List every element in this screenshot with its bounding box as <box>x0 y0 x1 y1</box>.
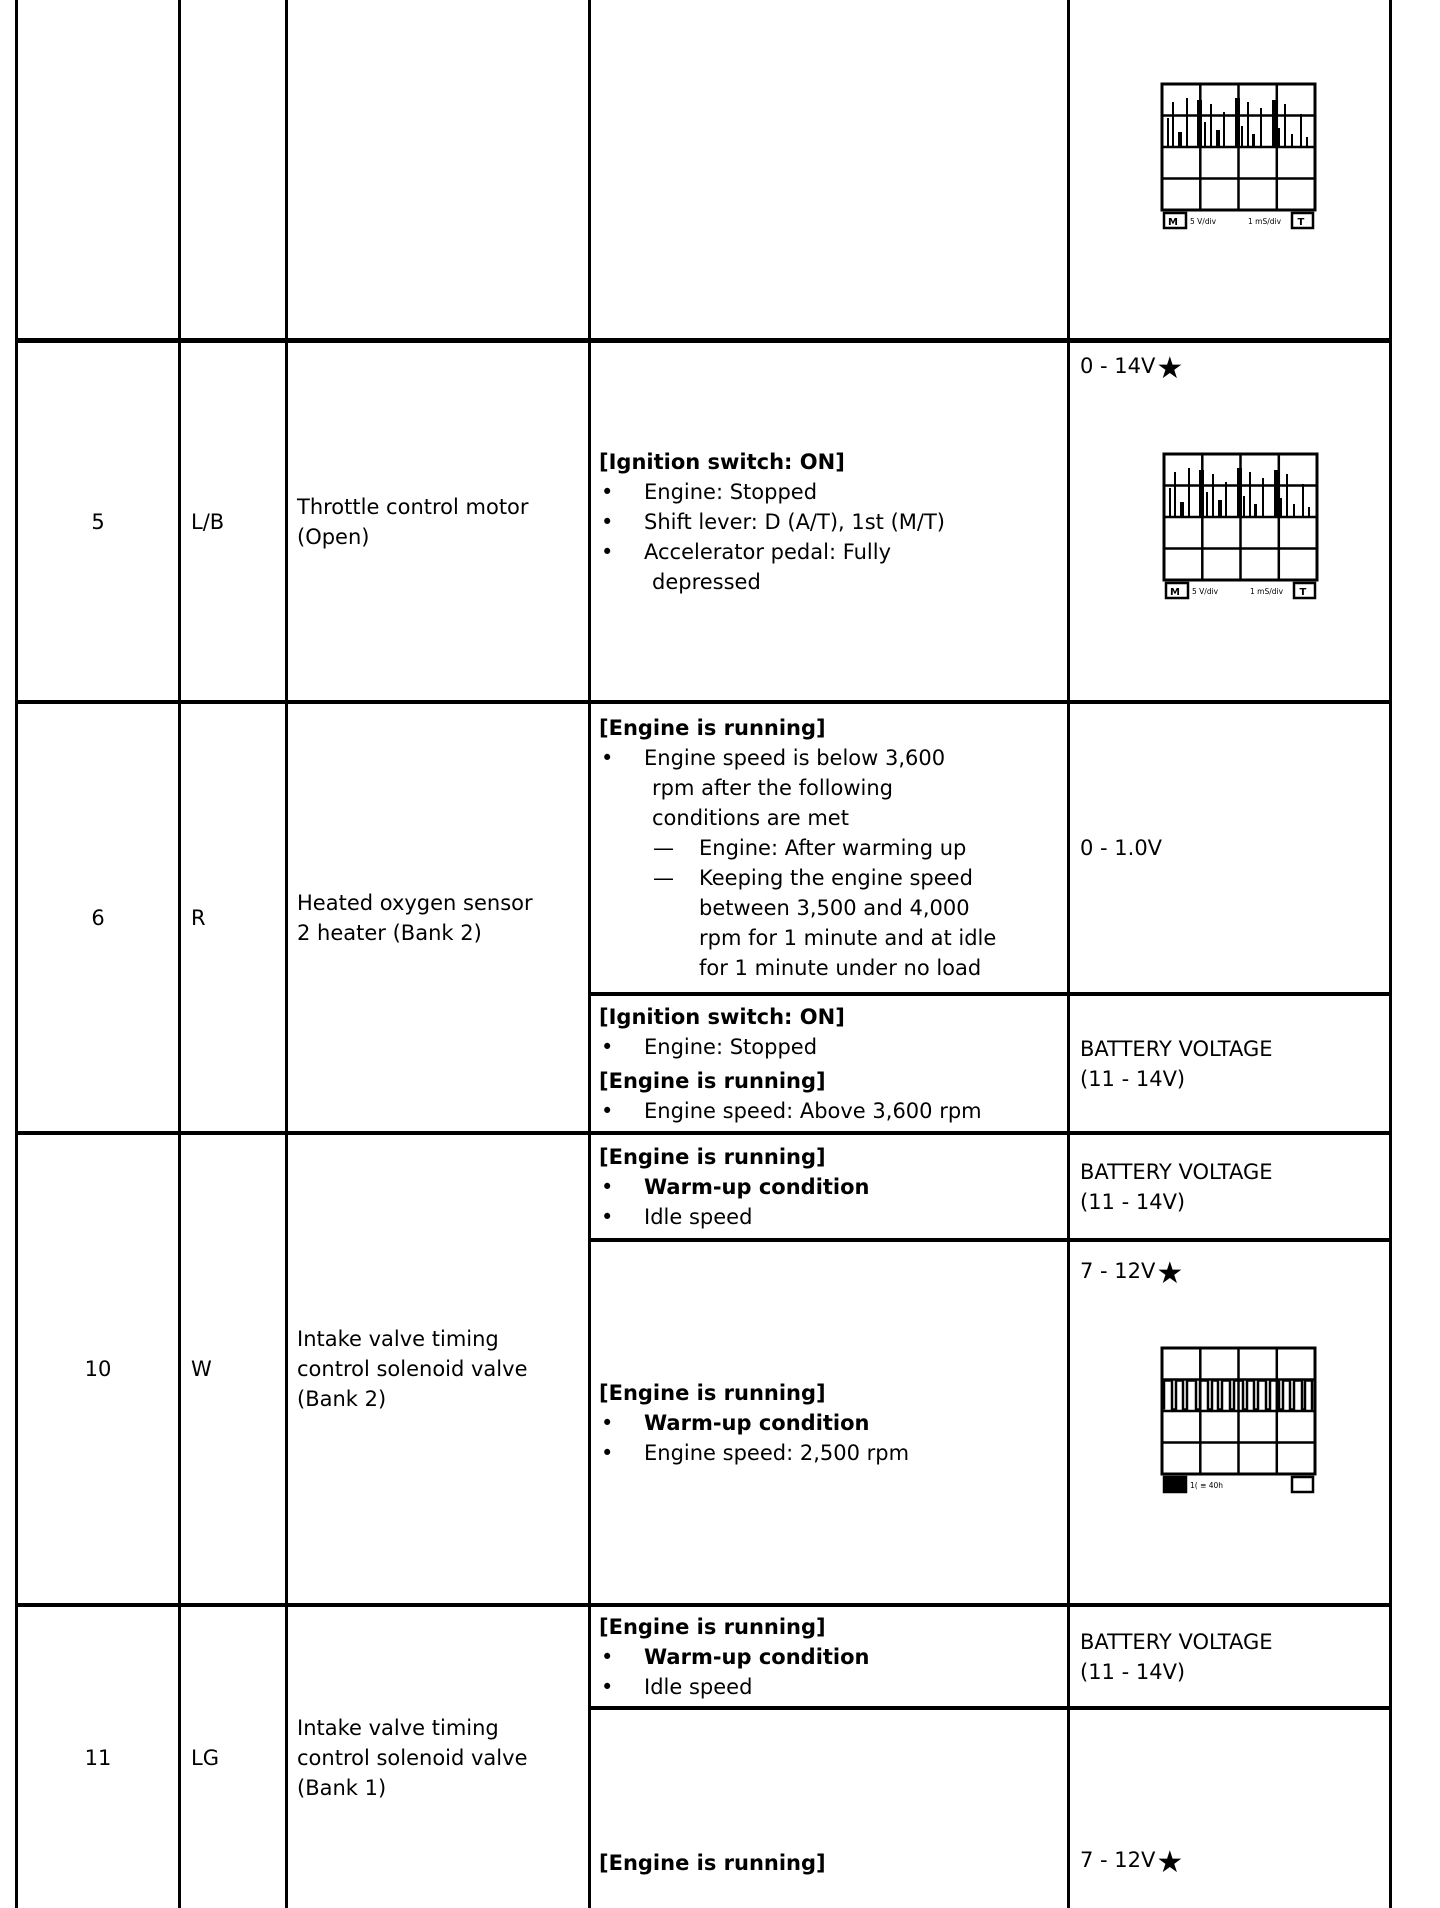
text-line: BATTERY VOLTAGE <box>1080 1036 1273 1061</box>
item-description <box>285 1603 588 1908</box>
svg-text:1 mS/div: 1 mS/div <box>1250 587 1284 596</box>
star-icon: ★ <box>1156 351 1184 386</box>
condition-header: [Engine is running] <box>599 1068 826 1093</box>
svg-text:5 V/div: 5 V/div <box>1190 217 1217 226</box>
value-cell <box>1067 1238 1389 1603</box>
bullet-marker: • <box>601 479 614 504</box>
condition-cell-empty <box>588 0 1067 338</box>
condition-text: Engine speed is below 3,600 rpm after the following conditions are met <box>644 746 946 830</box>
condition-text: Engine speed: 2,500 rpm <box>644 1440 910 1465</box>
condition-bullet-item <box>599 1438 1061 1468</box>
bullet-marker: • <box>601 1674 614 1699</box>
voltage-value <box>1067 1603 1389 1706</box>
condition-text: Warm-up condition <box>644 1644 870 1669</box>
wire-color: R <box>178 700 285 1131</box>
svg-text:M: M <box>1168 217 1178 228</box>
dash-marker: — <box>653 836 674 860</box>
condition-cell <box>588 992 1067 1131</box>
wire-color: W <box>178 1131 285 1603</box>
svg-text:T: T <box>1299 587 1307 598</box>
wire-color: L/B <box>178 338 285 700</box>
condition-header: [Engine is running] <box>599 1851 826 1875</box>
condition-cell <box>588 1131 1067 1238</box>
text-line: Intake valve timing <box>297 1715 499 1740</box>
condition-header: [Engine is running] <box>599 1144 826 1169</box>
star-icon: ★ <box>1156 1845 1184 1880</box>
oscilloscope-waveform <box>1160 1346 1317 1496</box>
terminal-number: 10 <box>18 1131 178 1603</box>
text-line: 2 heater (Bank 2) <box>297 920 482 945</box>
svg-text:M: M <box>1170 587 1180 598</box>
text-line: BATTERY VOLTAGE <box>1080 1159 1273 1184</box>
condition-text: Keeping the engine speed between 3,500 and 4,000 rpm for 1 minute and at idle for 1 minute under no load <box>699 866 997 980</box>
text-line: (Bank 2) <box>297 1387 387 1411</box>
condition-bullet-item <box>599 1032 1061 1062</box>
wire-color: LG <box>178 1603 285 1908</box>
condition-header: [Ignition switch: ON] <box>599 1004 845 1029</box>
dash-marker: — <box>653 866 674 890</box>
item-description <box>285 338 588 700</box>
text-line: BATTERY VOLTAGE <box>1080 1629 1273 1654</box>
text-line: (11 - 14V) <box>1080 1659 1186 1684</box>
text-line: (Bank 1) <box>297 1775 387 1800</box>
condition-text: Engine: Stopped <box>644 479 818 504</box>
condition-header: [Ignition switch: ON] <box>599 449 845 474</box>
condition-bullet-item <box>599 1408 1061 1438</box>
condition-bullet-item <box>599 537 1061 597</box>
text-line: (11 - 14V) <box>1080 1189 1186 1214</box>
text-line: (11 - 14V) <box>1080 1066 1186 1091</box>
condition-text: Engine speed: Above 3,600 rpm <box>644 1098 982 1123</box>
voltage-value: 7 - 12V★ <box>1080 1256 1184 1291</box>
oscilloscope-waveform <box>1162 452 1319 602</box>
terminal-number: 5 <box>18 338 178 700</box>
condition-bullet-item <box>599 477 1061 507</box>
ecm-terminal-voltage-table <box>15 0 1392 1908</box>
terminal-number: 11 <box>18 1603 178 1908</box>
text-line: (Open) <box>297 524 370 549</box>
condition-text: Accelerator pedal: Fully depressed <box>644 539 892 594</box>
bullet-marker: • <box>601 509 614 534</box>
svg-text:5 V/div: 5 V/div <box>1192 587 1219 596</box>
condition-text: Idle speed <box>644 1204 753 1229</box>
value-cell-top <box>1067 0 1389 338</box>
condition-cell <box>588 1603 1067 1706</box>
condition-cell <box>588 338 1067 700</box>
condition-bullet-item <box>599 1096 1061 1126</box>
terminal-cell-empty <box>18 0 178 338</box>
condition-text: Warm-up condition <box>644 1174 870 1199</box>
condition-bullet-item <box>599 1172 1061 1202</box>
condition-header: [Engine is running] <box>599 716 826 740</box>
condition-bullet-item <box>599 1672 1061 1702</box>
value-cell <box>1067 1706 1389 1908</box>
condition-bullet-item <box>599 743 1061 833</box>
condition-header: [Engine is running] <box>599 1614 826 1639</box>
condition-text: Idle speed <box>644 1674 753 1699</box>
condition-header: [Engine is running] <box>599 1380 826 1405</box>
item-description <box>285 1131 588 1603</box>
bullet-marker: • <box>601 1410 614 1435</box>
text-line: Throttle control motor <box>297 494 529 519</box>
text-line: 0 - 1.0V <box>1080 836 1163 860</box>
svg-text:T: T <box>1297 217 1305 228</box>
text-line: control solenoid valve <box>297 1357 528 1381</box>
svg-text:1 mS/div: 1 mS/div <box>1248 217 1282 226</box>
svg-text:1( ≡ 40h: 1( ≡ 40h <box>1190 1481 1224 1490</box>
bullet-marker: • <box>601 1644 614 1669</box>
condition-cell <box>588 1238 1067 1603</box>
condition-cell <box>588 1706 1067 1908</box>
text-line: control solenoid valve <box>297 1745 528 1770</box>
condition-bullet-item <box>599 1202 1061 1232</box>
voltage-value <box>1067 992 1389 1131</box>
wire-color-cell-empty <box>178 0 285 338</box>
bullet-marker: • <box>601 1204 614 1229</box>
oscilloscope-waveform <box>1160 82 1317 232</box>
terminal-number: 6 <box>18 700 178 1131</box>
voltage-value: 0 - 14V★ <box>1080 351 1184 386</box>
bullet-marker: • <box>601 1098 614 1123</box>
value-cell <box>1067 338 1389 700</box>
condition-text: Warm-up condition <box>644 1410 870 1435</box>
voltage-value <box>1067 700 1389 992</box>
bullet-marker: • <box>601 746 614 770</box>
voltage-value <box>1067 1131 1389 1238</box>
star-icon: ★ <box>1156 1256 1184 1291</box>
condition-bullet-item <box>599 507 1061 537</box>
condition-text: Shift lever: D (A/T), 1st (M/T) <box>644 509 945 534</box>
bullet-marker: • <box>601 1174 614 1199</box>
condition-dash-item <box>651 833 1061 863</box>
bullet-marker: • <box>601 1034 614 1059</box>
text-line: Heated oxygen sensor <box>297 890 533 915</box>
bullet-marker: • <box>601 1440 614 1465</box>
bullet-marker: • <box>601 539 614 564</box>
item-cell-empty <box>285 0 588 338</box>
condition-text: Engine: After warming up <box>699 836 967 860</box>
voltage-value: 7 - 12V★ <box>1080 1845 1184 1880</box>
condition-bullet-item <box>599 1642 1061 1672</box>
condition-dash-item <box>651 863 1061 983</box>
condition-text: Engine: Stopped <box>644 1034 818 1059</box>
item-description <box>285 700 588 1131</box>
condition-cell <box>588 700 1067 992</box>
text-line: Intake valve timing <box>297 1327 499 1351</box>
